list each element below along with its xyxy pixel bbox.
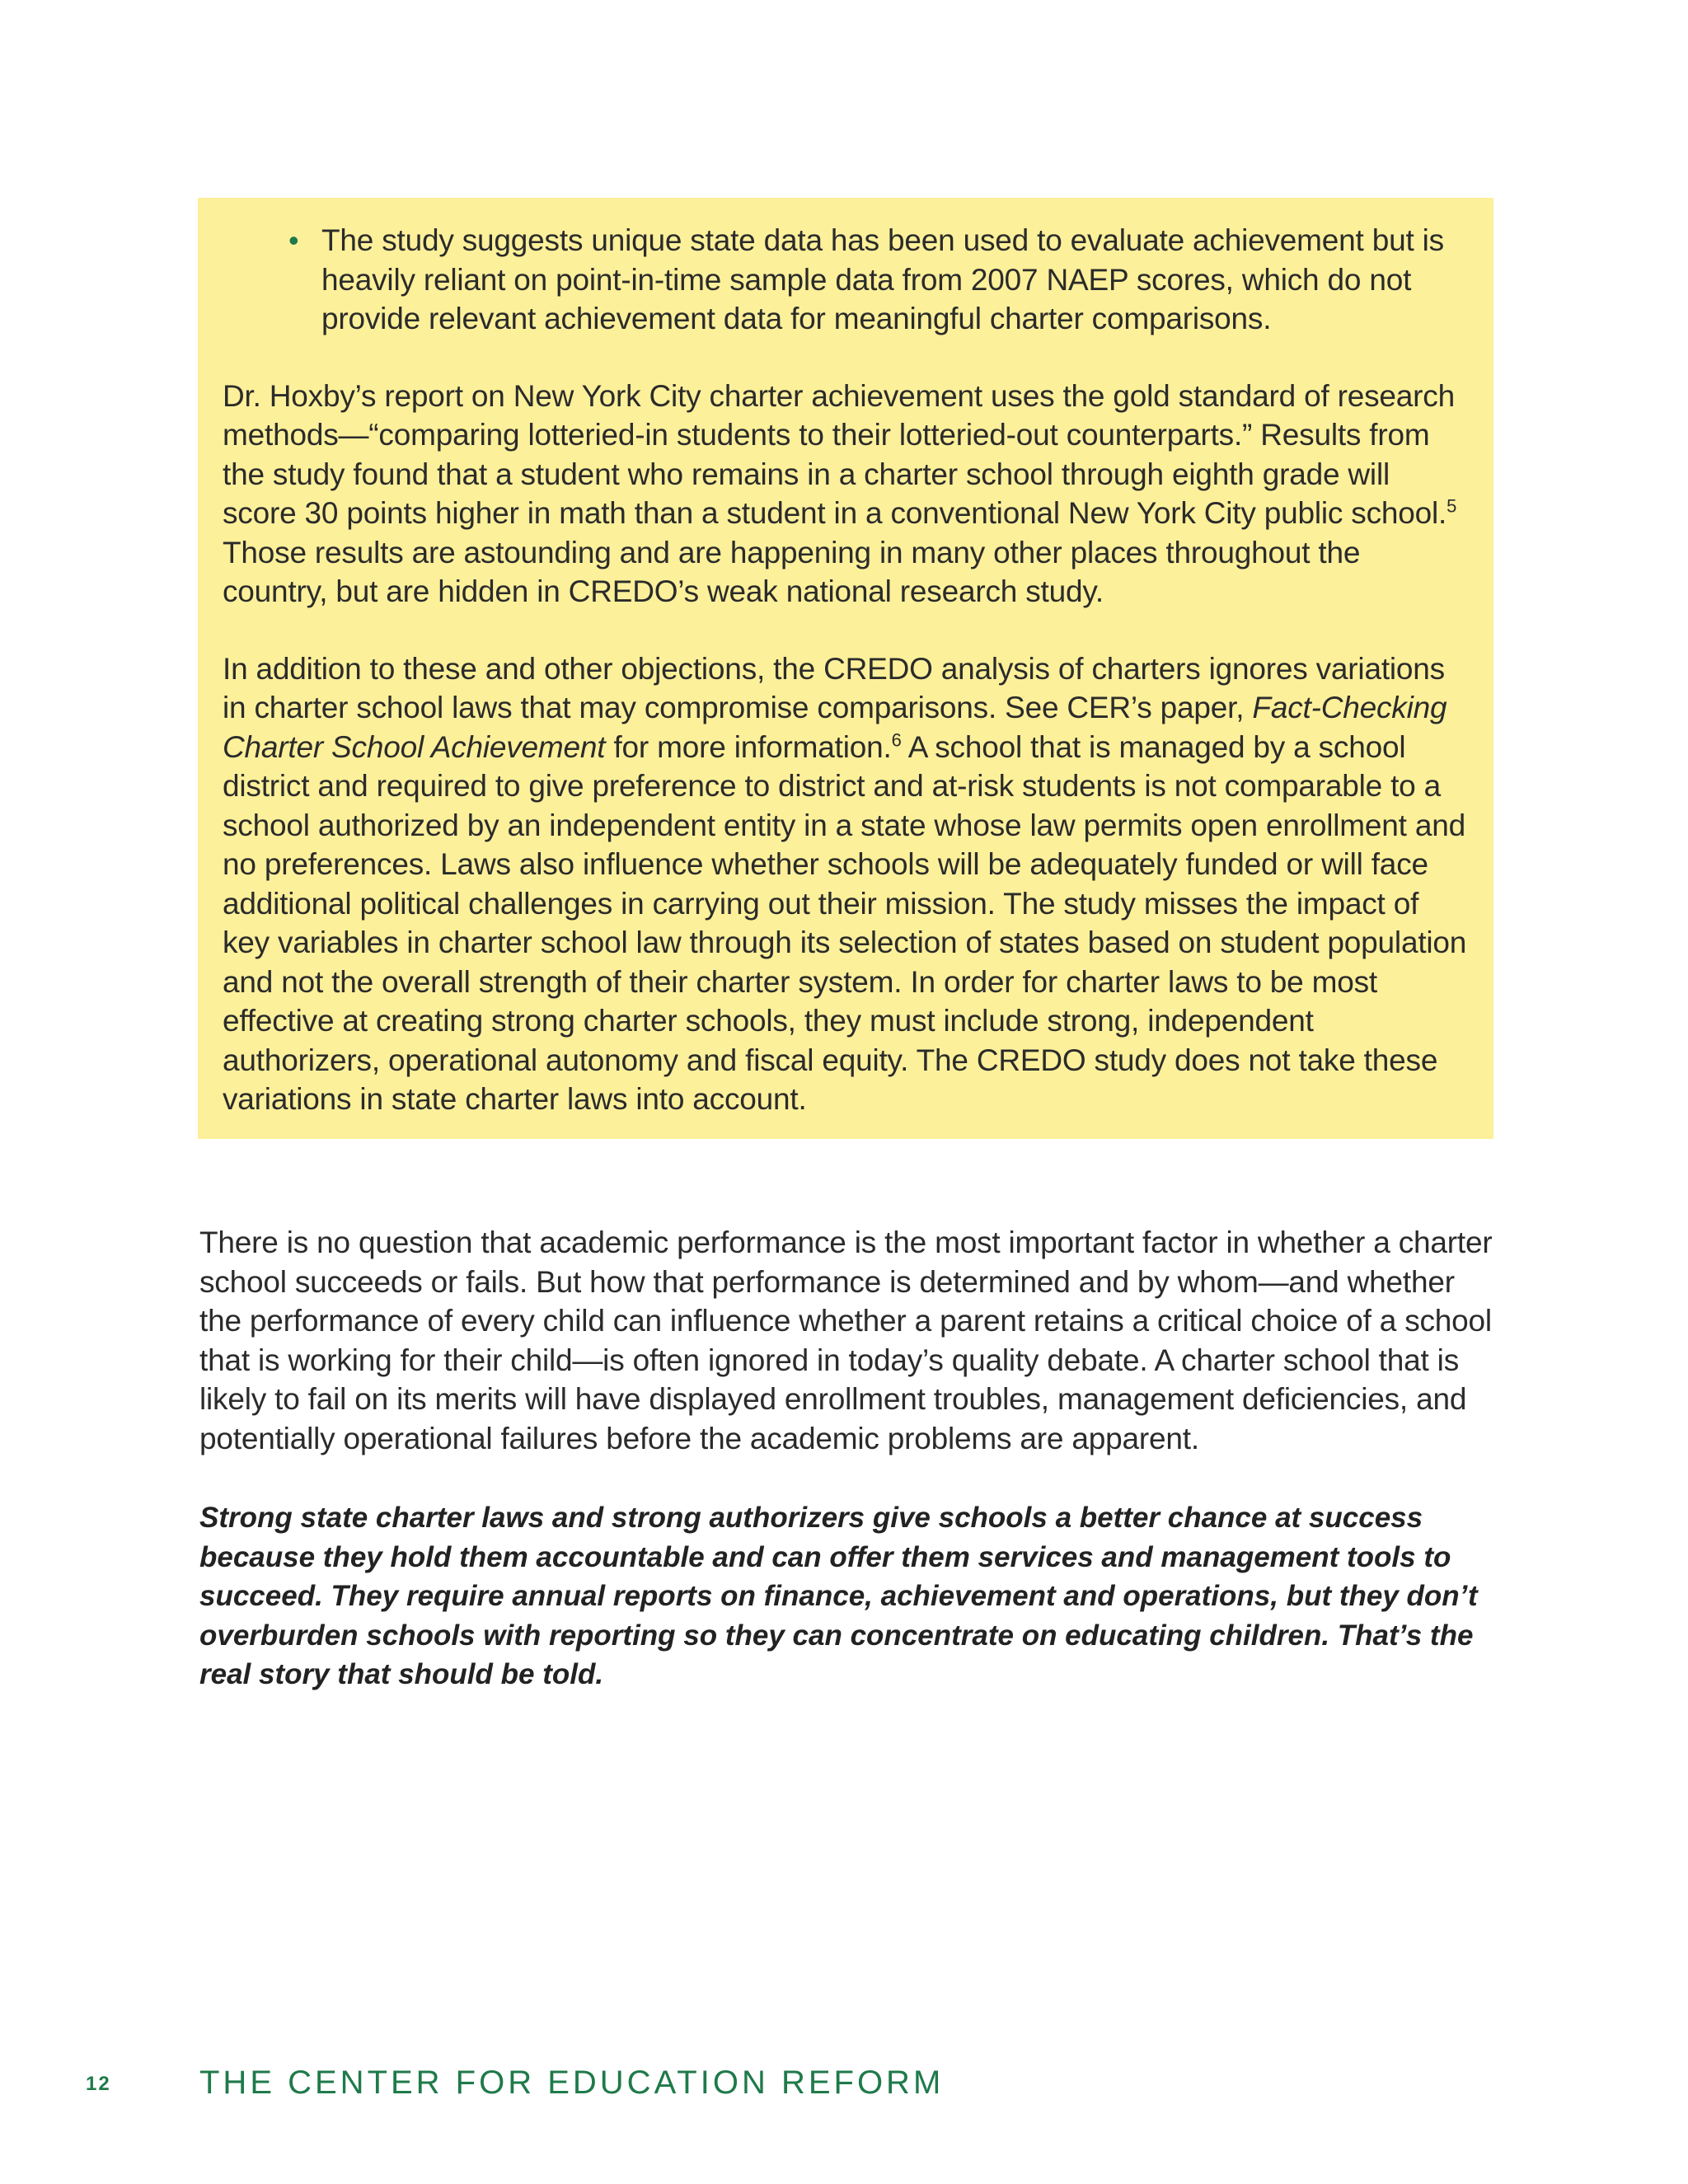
bullet-text: The study suggests unique state data has been used to evaluate achievement but is heavily reliant on point-in-time sample data from 2007 NAEP scores, which do not provide relevant achievement data for meaningful charter comparisons. <box>321 223 1444 335</box>
callout-paragraph-objections: In addition to these and other objections, the CREDO analysis of charters ignores variations in charter school laws that may compromise comparisons. See CER’s paper, Fact-Checking Charter School Achievement for more information.$^6$ A school that is managed by a school district and required to give preference to district and at-risk students is not comparable to a school authorized by an independent entity in a state whose law permits open enrollment and no preferences. Laws also influence whether schools will be adequately funded or will face additional political challenges in carrying out their mission. The study misses the impact of key variables in charter school law through its selection of states based on student population and not the overall strength of their charter system. In order for charter laws to be most effective at creating strong charter schools, they must include strong, independent authorizers, operational autonomy and fiscal equity. The CREDO study does not take these variations in state charter laws into account. <box>223 651 1467 1116</box>
footer-organization: THE CENTER FOR EDUCATION REFORM <box>199 2064 945 2101</box>
footnote-ref-6: 6 <box>891 729 902 751</box>
emphasis-paragraph: Strong state charter laws and strong authorizers give schools a better chance at success because they hold them accountable and can offer them services and management tools to succeed. They require annual reports on finance, achievement and operations, but they don’t overburden schools with reporting so they can concentrate on educating children. That’s the real story that should be told. <box>199 1502 1478 1690</box>
bullet-item <box>288 221 1470 339</box>
bullet-dot-icon: • <box>288 223 299 257</box>
body-paragraph: There is no question that academic performance is the most important factor in whether a charter school succeeds or fails. But how that performance is determined and by whom—and whether the performance of every child can influence whether a parent retains a critical choice of a school that is working for their child—is often ignored in today’s quality debate. A charter school that is likely to fail on its merits will have displayed enrollment troubles, management deficiencies, and potentially operational failures before the academic problems are apparent. <box>199 1226 1493 1455</box>
paper-title: Fact-Checking Charter School Achievement <box>223 691 1447 764</box>
footnote-ref-5: 5 <box>1447 495 1457 517</box>
callout-paragraph-hoxby: Dr. Hoxby’s report on New York City charter achievement uses the gold standard of research methods—“comparing lotteried-in students to their lotteried-out counterparts.” Results from the study found that a student who remains in a charter school through eighth grade will score 30 points higher in math than a student in a conventional New York City public school.$^5$ Those results are astounding and are happening in many other places throughout the country, but are hidden in CREDO’s weak national research study. <box>223 378 1457 608</box>
highlight-callout-box <box>198 198 1493 1139</box>
page-number: 12 <box>86 2073 111 2095</box>
